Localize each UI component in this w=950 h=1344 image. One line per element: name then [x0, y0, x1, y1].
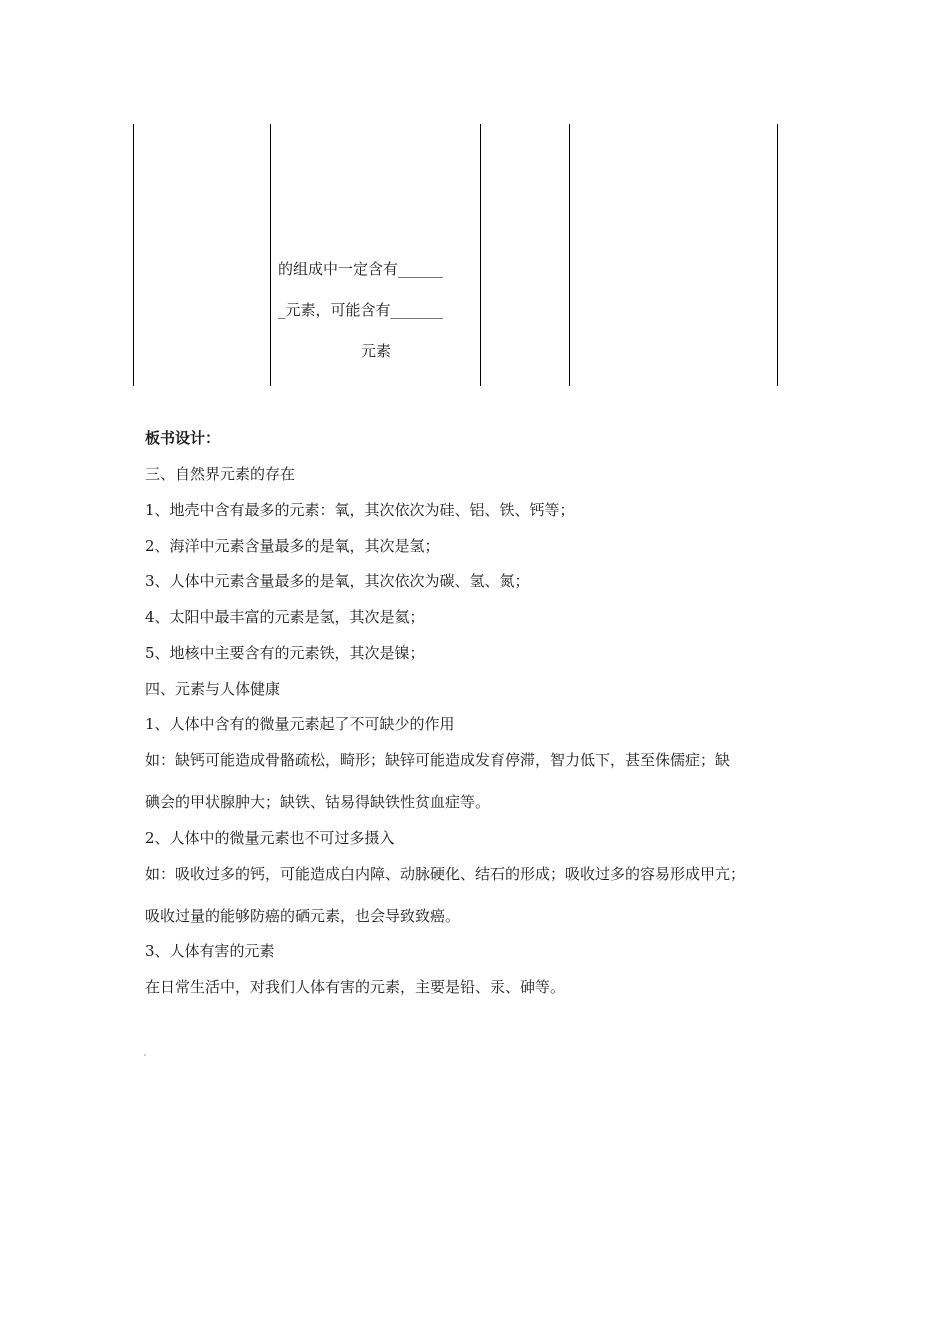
table-cell-line-3: 元素	[360, 342, 391, 360]
board-line-14: 3、人体有害的元素	[145, 942, 275, 960]
table-border-3	[480, 124, 481, 386]
board-line-1: 三、自然界元素的存在	[145, 465, 296, 483]
table-border-4	[569, 124, 570, 386]
board-line-7: 四、元素与人体健康	[145, 680, 281, 698]
board-line-2: 1、地壳中含有最多的元素：氧，其次依次为硅、铝、铁、钙等；	[145, 501, 575, 519]
board-line-6: 5、地核中主要含有的元素铁，其次是镍；	[145, 644, 425, 662]
board-line-12: 如：吸收过多的钙，可能造成白内障、动脉硬化、结石的形成；吸收过多的容易形成甲亢；	[145, 865, 746, 883]
board-line-9: 如：缺钙可能造成骨骼疏松，畸形；缺锌可能造成发育停滞，智力低下，甚至侏儒症；缺	[145, 751, 731, 769]
table-border-1	[133, 124, 134, 386]
faint-mark	[144, 1054, 146, 1056]
table-cell-line-2: _元素，可能含有_______	[278, 301, 444, 319]
board-line-3: 2、海洋中元素含量最多的是氧，其次是氢；	[145, 537, 440, 555]
table-border-2	[270, 124, 271, 386]
table-border-5	[777, 124, 778, 386]
board-line-5: 4、太阳中最丰富的元素是氢，其次是氦；	[145, 608, 425, 626]
board-line-8: 1、人体中含有的微量元素起了不可缺少的作用	[145, 715, 455, 733]
section-heading: 板书设计：	[145, 429, 221, 447]
board-line-13: 吸收过量的能够防癌的硒元素，也会导致致癌。	[145, 907, 461, 925]
board-line-15: 在日常生活中，对我们人体有害的元素，主要是铅、汞、砷等。	[145, 978, 566, 996]
table-cell-line-1: 的组成中一定含有______	[278, 260, 444, 278]
board-line-11: 2、人体中的微量元素也不可过多摄入	[145, 829, 395, 847]
board-line-10: 碘会的甲状腺肿大；缺铁、钴易得缺铁性贫血症等。	[145, 793, 491, 811]
board-line-4: 3、人体中元素含量最多的是氧，其次依次为碳、氢、氮；	[145, 572, 530, 590]
